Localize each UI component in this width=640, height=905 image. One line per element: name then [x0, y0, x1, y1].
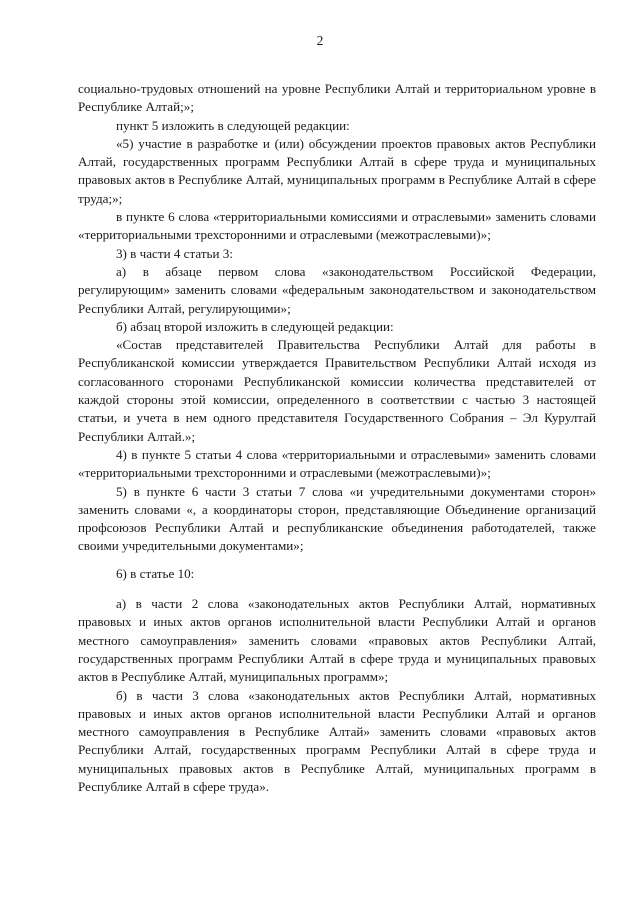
- paragraph-continuation: социально-трудовых отношений на уровне Республики Алтай и территориальном уровне в Республике Алтай;»;: [78, 81, 596, 115]
- paragraph-amendment-4: 4) в пункте 5 статьи 4 слова «территориальными и отраслевыми» заменить словами «территориальными трехсторонними и отраслевыми (межотраслевыми)»;: [78, 446, 596, 481]
- paragraph-amendment-3b: б) абзац второй изложить в следующей редакции:: [116, 318, 394, 334]
- paragraph-amendment-6a: а) в части 2 слова «законодательных актов Республики Алтай, нормативных правовых и иных актов органов исполнительной власти Республики Алтай и органов местного самоуправления» заменить словами «правовых актов Республики Алтай, государственных программ Республики Алтай в сфере труда и муниципальных правовых актов в Республике Алтай, муниципальных программ»;: [78, 596, 596, 685]
- paragraph-item-6-change: в пункте 6 слова «территориальными комиссиями и отраслевыми» заменить словами «территориальными трехсторонними и отраслевыми (межотраслевыми)»;: [78, 209, 596, 243]
- paragraph-amendment-3a: а) в абзаце первом слова «законодательством Российской Федерации, регулирующим» заменить словами «федеральным законодательством и законодательством Республики Алтай, регулирующими»;: [78, 263, 596, 316]
- page-number: 2: [316, 33, 324, 48]
- paragraph-amendment-5: 5) в пункте 6 части 3 статьи 7 слова «и учредительными документами сторон» заменить словами «, а координаторы сторон, представляющие Объединение организаций профсоюзов Республики Алтай и республиканские объединения работодателей, также своими учредительными документами»;: [78, 483, 596, 554]
- paragraph-item-5-text: «5) участие в разработке и (или) обсуждении проектов правовых актов Республики Алтай, государственных программ Республики Алтай в сфере труда и муниципальных правовых актов в Республике Алтай, муниципальных программ в Республике Алтай в сфере труда;»;: [78, 135, 596, 206]
- paragraph-amendment-6b: б) в части 3 слова «законодательных актов Республики Алтай, нормативных правовых и иных актов органов исполнительной власти Республики Алтай и органов местного самоуправления в Республике Алтай» заменить словами «правовых актов Республики Алтай, государственных программ Республики Алтай в сфере труда и муниципальных правовых актов в Республике Алтай, муниципальных программ в Республике Алтай в сфере труда».: [78, 687, 596, 794]
- paragraph-amendment-3b-text: «Состав представителей Правительства Республики Алтай для работы в Республиканской комиссии утверждается Правительством Республики Алтай исходя из согласованного сторонами Республиканской комиссии количества представителей от каждой стороны этой комиссии, определенного в соответствии с частью 3 настоящей статьи, и учета в нем одного представителя Государственного Собрания – Эл Курултай Республики Алтай.»;: [78, 337, 596, 444]
- paragraph-amendment-3: 3) в части 4 статьи 3:: [116, 245, 233, 261]
- document-body: [78, 80, 596, 796]
- paragraph-amendment-6: 6) в статье 10:: [116, 565, 195, 581]
- paragraph-item-5-intro: пункт 5 изложить в следующей редакции:: [116, 117, 350, 133]
